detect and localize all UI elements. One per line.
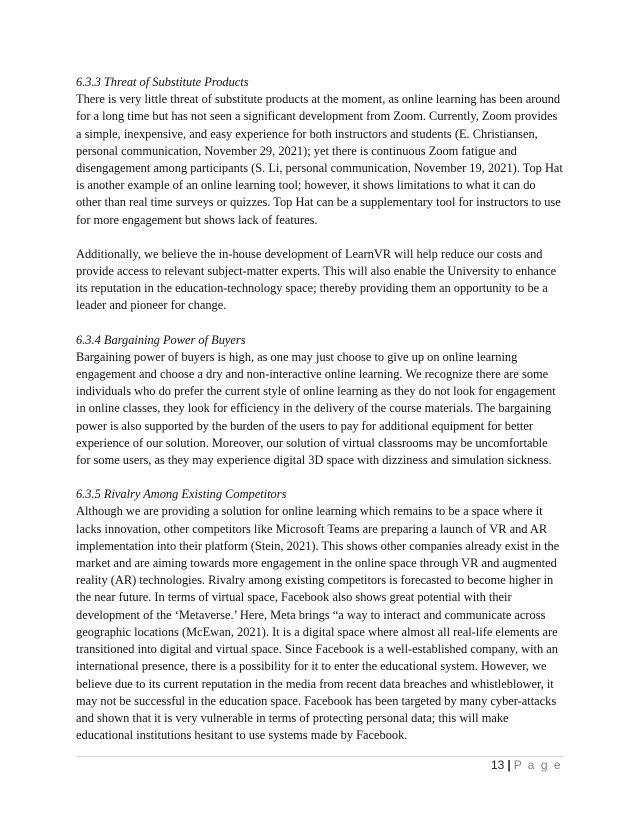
section-heading-6-3-5: 6.3.5 Rivalry Among Existing Competitors xyxy=(76,487,287,502)
section-heading-6-3-3: 6.3.3 Threat of Substitute Products xyxy=(76,75,249,89)
page-label: P a g e xyxy=(513,758,562,772)
paragraph-rivalry: Although we are providing a solution for online learning which remains to be a space where it lacks innovation, other competitors like Microsoft Teams are preparing a launch of VR and AR implementation into their platform (Stein, 2021). This shows other companies already exist in the market and are aiming towards more engagement in the online space through VR and augmented reality (AR) technologies. Rivalry among existing competitors is forecasted to become higher in the near future. In terms of virtual space, Facebook also shows great potential with their development of the ‘Metaverse.’ Here, Meta brings “a way to interact and communicate across geographic locations (McEwan, 2021). It is a digital space where almost all real-life elements are transitioned into digital and virtual space. Since Facebook is a well-established company, with an international presence, there is a possibility for it to enter the educational system. However, we believe due to its current reputation in the media from recent data breaches and whistleblower, it may not be successful in the education space. Facebook has been targeted by many cyber-attacks and shown that it is very vulnerable in terms of protecting personal data; this will make educational institutions hesitant to use systems made by Facebook. xyxy=(76,504,560,743)
footer-separator: | xyxy=(507,758,511,772)
footer-divider xyxy=(76,756,564,757)
paragraph-spacer xyxy=(76,229,564,246)
paragraph-spacer xyxy=(76,315,564,332)
document-body xyxy=(76,74,564,744)
page-number: 13 xyxy=(490,758,505,772)
page-footer xyxy=(491,758,562,772)
section-heading-6-3-4: 6.3.4 Bargaining Power of Buyers xyxy=(76,332,246,347)
paragraph-learnvr-development: Additionally, we believe the in-house development of LearnVR will help reduce our costs and provide access to relevant subject-matter experts. This will also enable the University to enhance its reputation in the education-technology space; thereby providing them an opportunity to be a leader and pioneer for change. xyxy=(76,246,557,313)
paragraph-substitute-products: There is very little threat of substitute products at the moment, as online learning has been around for a long time but has not seen a significant development from Zoom. Currently, Zoom provides a simple, inexpensive, and easy experience for both instructors and students (E. Christiansen, personal communication, November 29, 2021); yet there is continuous Zoom fatigue and disengagement among participants (S. Li, personal communication, November 19, 2021). Top Hat is another example of an online learning tool; however, it shows limitations to what it can do other than real time surveys or quizzes. Top Hat can be a supplementary tool for instructors to use for more engagement but shows lack of features. xyxy=(76,92,563,227)
paragraph-spacer xyxy=(76,469,564,486)
paragraph-bargaining-power: Bargaining power of buyers is high, as one may just choose to give up on online learning engagement and choose a dry and non-interactive online learning. We recognize there are some individuals who do prefer the current style of online learning as they do not look for engagement in online classes, they look for efficiency in the delivery of the course materials. The bargaining power is also supported by the burden of the users to pay for additional equipment for better experience of our solution. Moreover, our solution of virtual classrooms may be uncomfortable for some users, as they may experience digital 3D space with dizziness and simulation sickness. xyxy=(76,349,556,468)
